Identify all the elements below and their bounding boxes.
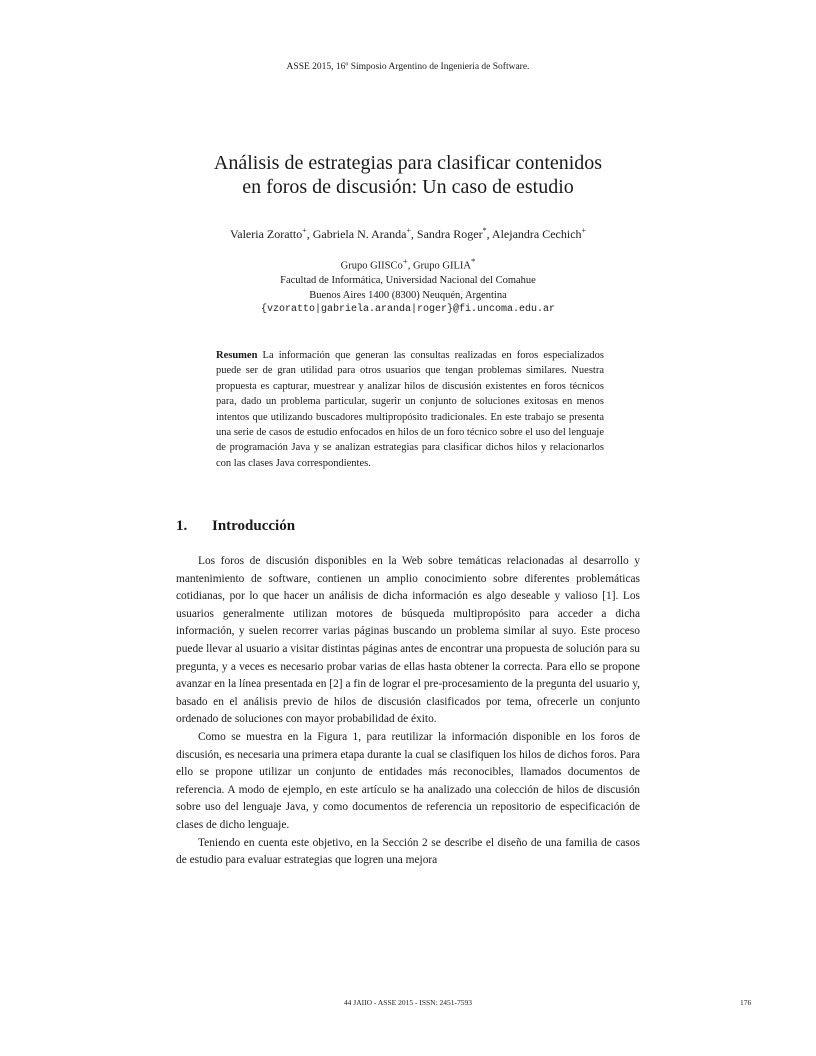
paragraph: Los foros de discusión disponibles en la Web sobre temáticas relacionadas al desarrollo y mantenimiento de software, contienen un amplio conocimiento sobre diferentes problemáticas cotidianas, por lo que hacer un análisis de dicha información es algo deseable y valioso [1]. Los usuarios generalmente utilizan motores de búsqueda multipropósito para acceder a dicha información, y suelen recorrer varias páginas buscando un problema similar al suyo. Este proceso puede llevar al usuario a visitar distintas páginas antes de encontrar una propuesta de solución para su pregunta, y a veces es necesario probar varias de ellas hasta obtener la correcta. Para ello se propone avanzar en la línea presentada en [2] a fin de lograr el pre-procesamiento de la pregunta del usuario y, basado en el análisis previo de hilos de discusión clasificados por tema, ofrecerle un conjunto ordenado de soluciones con mayor probabilidad de éxito. [176, 555, 640, 726]
group-name: Grupo GIISCo [340, 260, 403, 272]
section-number: 1. [176, 518, 188, 534]
group-mark-2: * [470, 256, 476, 266]
running-header: ASSE 2015, 16º Simposio Argentino de Ingeniería de Software. [286, 62, 530, 72]
author-name: Gabriela N. Aranda [312, 227, 407, 241]
author-name: Valeria Zoratto [229, 227, 303, 241]
section-heading [176, 518, 295, 535]
paper-title [150, 151, 666, 199]
group-name-2: , Grupo GILIA [407, 260, 471, 272]
abstract [216, 348, 604, 471]
paragraph: Como se muestra en la Figura 1, para reutilizar la información disponible en los foros de discusión, es necesaria una primera etapa durante la cual se clasifiquen los hilos de dichos foros. Para ello se propone utilizar un conjunto de entidades más reconocibles, llamados documentos de referencia. A modo de ejemplo, en este artículo se ha analizado una colección de hilos de discusión sobre uso del lenguaje Java, y como documentos de referencia un repositorio de especificación de clases de dicho lenguaje. [176, 730, 640, 831]
author-mark: * [482, 226, 487, 235]
paragraph: Teniendo en cuenta este objetivo, en la Sección 2 se describe el diseño de una familia de casos de estudio para evaluar estrategias que logren una mejora [176, 836, 640, 867]
affiliation-block [160, 254, 656, 318]
contact-email: {vzoratto|gabriela.aranda|roger}@fi.uncoma.edu.ar [260, 304, 556, 315]
author-mark: + [406, 226, 411, 235]
page-number: 176 [740, 998, 752, 1007]
research-groups [160, 254, 656, 274]
address-line: Buenos Aires 1400 (8300) Neuquén, Argentina [309, 289, 507, 301]
section-title: Introducción [212, 518, 296, 534]
abstract-label: Resumen [216, 350, 258, 361]
author-list: Valeria Zoratto+, Gabriela N. Aranda+, Sandra Roger*, Alejandra Cechich+ [229, 226, 587, 241]
faculty-line: Facultad de Informática, Universidad Nacional del Comahue [280, 275, 536, 286]
author-mark: + [581, 226, 587, 235]
group-mark: + [402, 256, 408, 266]
abstract-text: La información que generan las consultas realizadas en foros especializados puede ser de gran utilidad para otros usuarios que tengan problemas similares. Nuestra propuesta es capturar, muestrear y analizar hilos de discusión existentes en foros técnicos para, dado un problema particular, sugerir un conjunto de soluciones exitosas en menos intentos que utilizando buscadores multipropósito tradicionales. En este trabajo se presenta una serie de casos de estudio enfocados en hilos de un foro técnico sobre el uso del lenguaje de programación Java y se analizan estrategias para clasificar dichos hilos y relacionarlos con las clases Java correspondientes. [216, 350, 605, 469]
title-line-2: en foros de discusión: Un caso de estudio [242, 176, 574, 198]
section-body [176, 553, 640, 870]
author-name: Sandra Roger [416, 227, 483, 241]
author-mark: + [302, 226, 307, 235]
title-line-1: Análisis de estrategias para clasificar contenidos [213, 152, 603, 174]
author-name: Alejandra Cechich [491, 227, 582, 241]
footer-citation: 44 JAIIO - ASSE 2015 - ISSN: 2451-7593 [343, 998, 473, 1007]
